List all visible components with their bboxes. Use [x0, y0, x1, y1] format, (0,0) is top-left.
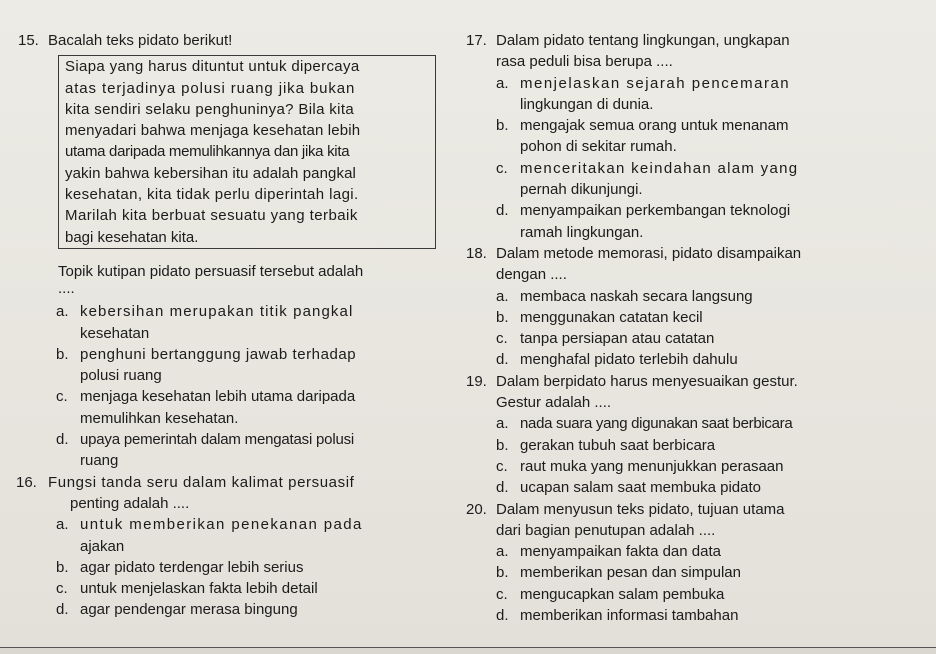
option-d[interactable] [496, 477, 924, 498]
question-text-cont: Gestur adalah .... [496, 394, 612, 412]
option-label: b. [496, 564, 509, 582]
option-label: c. [56, 388, 68, 406]
question-text: Dalam metode memorasi, pidato disampaikan [496, 244, 802, 262]
option-label: a. [56, 303, 69, 321]
option-d[interactable] [56, 429, 448, 472]
answer-options [466, 73, 924, 243]
question-18 [466, 243, 924, 371]
option-text: menggunakan catatan kecil [520, 308, 703, 326]
option-text-cont: pernah dikunjungi. [520, 181, 643, 199]
question-17 [466, 30, 924, 243]
speech-excerpt-box [58, 55, 436, 249]
option-text: memberikan informasi tambahan [520, 607, 739, 625]
option-text: mengajak semua orang untuk menanam [520, 117, 789, 135]
option-label: a. [496, 287, 509, 305]
passage-line: menyadari bahwa menjaga kesehatan lebih [65, 122, 361, 140]
passage-line: kesehatan, kita tidak perlu diperintah lagi. [65, 186, 359, 204]
option-text: membaca naskah secara langsung [520, 287, 753, 305]
passage-line: yakin bahwa kebersihan itu adalah pangkal [65, 164, 356, 182]
option-text: agar pendengar merasa bingung [80, 601, 298, 619]
page-bottom-divider [0, 647, 936, 654]
option-text: untuk memberikan penekanan pada [80, 516, 363, 534]
option-label: d. [496, 351, 509, 369]
option-text-cont: ajakan [80, 537, 125, 555]
passage-line: Siapa yang harus dituntut untuk dipercaya [65, 58, 360, 76]
option-b[interactable] [496, 435, 924, 456]
option-c[interactable] [56, 578, 448, 599]
option-text-cont: memulihkan kesehatan. [80, 409, 239, 427]
option-text: ucapan salam saat membuka pidato [520, 479, 761, 497]
question-text: Dalam berpidato harus menyesuaikan gestur. [496, 372, 798, 390]
option-label: d. [56, 601, 69, 619]
option-label: a. [496, 74, 509, 92]
option-text: upaya pemerintah dalam mengatasi polusi [80, 431, 355, 449]
passage-line: bagi kesehatan kita. [65, 228, 199, 246]
option-text: gerakan tubuh saat berbicara [520, 436, 716, 454]
option-text: memberikan pesan dan simpulan [520, 564, 741, 582]
passage-line: kita sendiri selaku penghuninya? Bila kita [65, 100, 355, 118]
option-d[interactable] [496, 200, 924, 243]
option-text: menjaga kesehatan lebih utama daripada [80, 388, 356, 406]
option-c[interactable] [496, 158, 924, 201]
option-label: c. [56, 580, 68, 598]
option-label: d. [56, 431, 69, 449]
right-column [466, 30, 924, 626]
option-b[interactable] [496, 307, 924, 328]
question-text-cont: rasa peduli bisa berupa .... [496, 53, 673, 71]
option-b[interactable] [496, 115, 924, 158]
option-text: menyampaikan fakta dan data [520, 543, 721, 561]
option-label: c. [496, 330, 508, 348]
passage-line: Marilah kita berbuat sesuatu yang terbaik [65, 207, 358, 225]
option-a[interactable] [496, 73, 924, 116]
option-d[interactable] [496, 349, 924, 370]
option-text: mengucapkan salam pembuka [520, 585, 725, 603]
option-text: menyampaikan perkembangan teknologi [520, 202, 791, 220]
question-20 [466, 499, 924, 627]
option-text: menghafal pidato terlebih dahulu [520, 351, 738, 369]
answer-options [18, 301, 448, 471]
option-text: menjelaskan sejarah pencemaran [520, 74, 791, 92]
question-19 [466, 371, 924, 499]
option-a[interactable] [496, 413, 924, 434]
option-text-cont: lingkungan di dunia. [520, 95, 654, 113]
option-label: b. [496, 117, 509, 135]
question-prompt: Bacalah teks pidato berikut! [48, 32, 233, 49]
option-text: kebersihan merupakan titik pangkal [80, 303, 354, 321]
option-text: raut muka yang menunjukkan perasaan [520, 457, 784, 475]
answer-options [18, 514, 448, 620]
option-a[interactable] [496, 286, 924, 307]
option-label: b. [496, 308, 509, 326]
option-text-cont: ruang [80, 452, 119, 470]
option-label: c. [496, 585, 508, 603]
option-text-cont: kesehatan [80, 324, 150, 342]
question-text: Dalam menyusun teks pidato, tujuan utama [496, 500, 785, 518]
option-label: a. [496, 415, 509, 433]
answer-options [466, 286, 924, 371]
option-label: d. [496, 202, 509, 220]
answer-options [466, 541, 924, 626]
question-number: 15. [18, 32, 39, 49]
option-text: nada suara yang digunakan saat berbicara [520, 415, 793, 433]
question-text: Fungsi tanda seru dalam kalimat persuasif [48, 473, 355, 491]
option-a[interactable] [56, 514, 448, 557]
option-text: agar pidato terdengar lebih serius [80, 558, 304, 576]
passage-line: atas terjadinya polusi ruang jika bukan [65, 79, 356, 97]
answer-options [466, 413, 924, 498]
option-text: untuk menjelaskan fakta lebih detail [80, 580, 318, 598]
option-label: d. [496, 479, 509, 497]
option-text: tanpa persiapan atau catatan [520, 330, 715, 348]
option-label: c. [496, 159, 508, 177]
question-text-cont: penting adalah .... [70, 494, 190, 512]
option-text-cont: pohon di sekitar rumah. [520, 138, 677, 156]
option-label: b. [56, 558, 69, 576]
option-c[interactable] [496, 328, 924, 349]
question-text: Topik kutipan pidato persuasif tersebut adalah [58, 262, 364, 280]
question-ellipsis: .... [58, 280, 75, 298]
option-label: b. [496, 436, 509, 454]
left-column [18, 30, 448, 621]
question-15 [18, 30, 448, 472]
question-number: 16. [16, 473, 37, 491]
option-text-cont: polusi ruang [80, 367, 162, 385]
question-number: 19. [466, 372, 487, 390]
question-number: 17. [466, 32, 487, 49]
passage-line: utama daripada memulihkannya dan jika kita [65, 143, 350, 161]
question-16 [18, 472, 448, 621]
option-d[interactable] [56, 599, 448, 620]
option-label: a. [56, 516, 69, 534]
option-c[interactable] [56, 386, 448, 429]
option-a[interactable] [56, 301, 448, 344]
option-label: a. [496, 543, 509, 561]
question-text: Dalam pidato tentang lingkungan, ungkapan [496, 32, 790, 49]
question-text-cont: dengan .... [496, 266, 567, 284]
question-text-cont: dari bagian penutupan adalah .... [496, 521, 716, 539]
option-label: c. [496, 457, 508, 475]
option-label: d. [496, 607, 509, 625]
option-c[interactable] [496, 456, 924, 477]
option-label: b. [56, 345, 69, 363]
option-b[interactable] [496, 562, 924, 583]
option-text-cont: ramah lingkungan. [520, 223, 644, 241]
option-b[interactable] [56, 557, 448, 578]
option-text: penghuni bertanggung jawab terhadap [80, 345, 357, 363]
option-b[interactable] [56, 344, 448, 387]
question-number: 20. [466, 500, 487, 518]
option-a[interactable] [496, 541, 924, 562]
option-c[interactable] [496, 584, 924, 605]
option-text: menceritakan keindahan alam yang [520, 159, 799, 177]
option-d[interactable] [496, 605, 924, 626]
question-number: 18. [466, 244, 487, 262]
